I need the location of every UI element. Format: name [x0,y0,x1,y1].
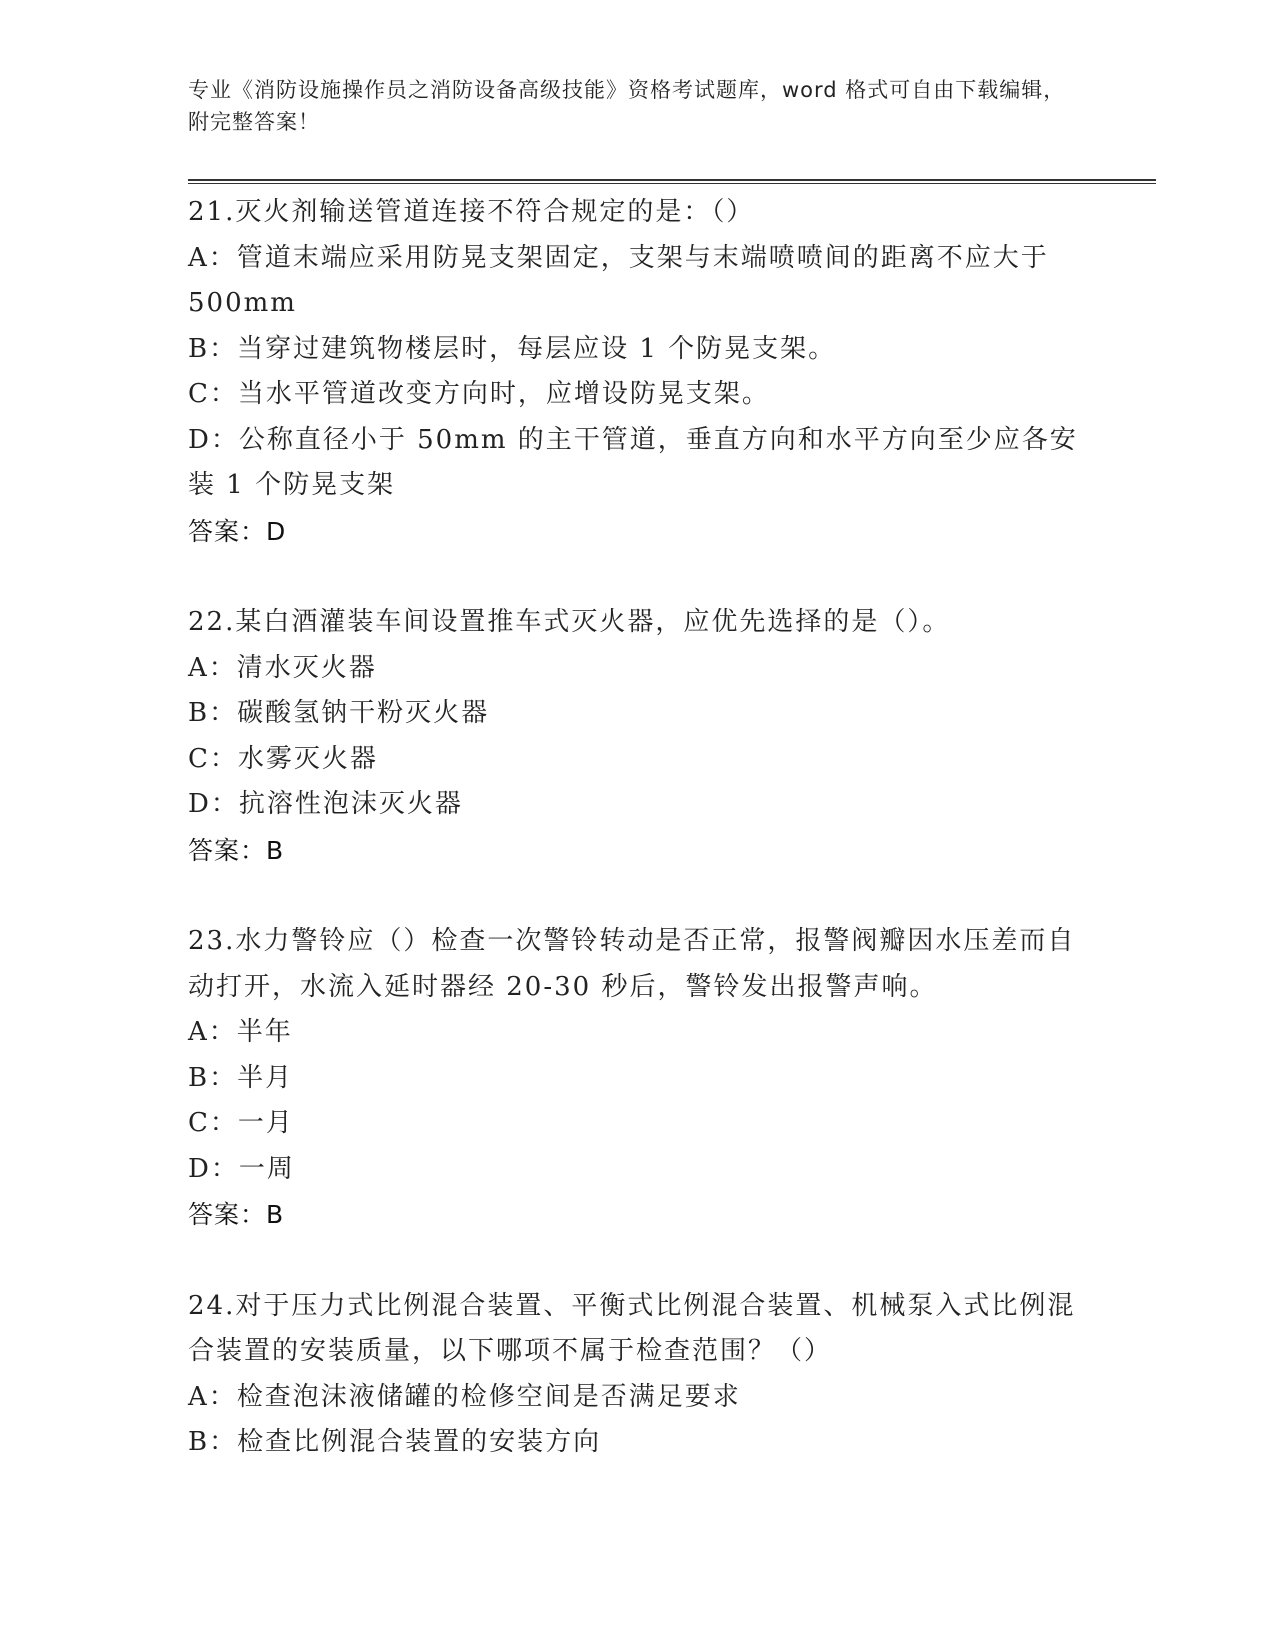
option-b: B：碳酸氢钠干粉灭火器 [188,698,490,728]
answer: 答案：B [188,1200,285,1229]
answer: 答案：B [188,835,285,865]
question-stem: 22.某白酒灌装车间设置推车式灭火器，应优先选择的是（）。 [188,607,951,637]
option-c: C：当水平管道改变方向时，应增设防晃支架。 [188,379,770,409]
option-b: B：当穿过建筑物楼层时，每层应设 1 个防晃支架。 [188,333,837,364]
option-a: A：半年 [188,1017,293,1047]
question-24 [188,1284,1088,1466]
option-d: D：一周 [188,1153,295,1184]
question-stem: 24.对于压力式比例混合装置、平衡式比例混合装置、机械泵入式比例混合装置的安装质量，以下哪项不属于检查范围？（） [188,1290,1076,1366]
header-divider-thick [188,179,1156,181]
question-22 [188,600,1088,873]
option-c: C：水雾灭火器 [188,743,378,774]
option-a: A：管道末端应采用防晃支架固定，支架与末端喷喷间的距离不应大于500mm [188,242,1049,318]
question-21 [188,190,1088,554]
answer: 答案：D [188,516,287,546]
question-stem: 23.水力警铃应（）检查一次警铃转动是否正常，报警阀瓣因水压差而自动打开，水流入延时器经 20-30 秒后，警铃发出报警声响。 [188,926,1076,1002]
option-b: B：半月 [188,1062,294,1093]
header-divider-thin [188,183,1156,184]
option-b: B：检查比例混合装置的安装方向 [188,1427,602,1457]
question-list [188,190,1088,1512]
document-header: 专业《消防设施操作员之消防设备高级技能》资格考试题库，word 格式可自由下载编辑，附完整答案！ [188,78,1066,134]
option-a: A：检查泡沫液储罐的检修空间是否满足要求 [188,1381,741,1412]
question-stem: 21.灭火剂输送管道连接不符合规定的是：（） [188,197,755,227]
option-d: D：抗溶性泡沫灭火器 [188,789,463,819]
option-a: A：清水灭火器 [188,652,377,683]
option-d: D：公称直径小于 50mm 的主干管道，垂直方向和水平方向至少应各安装 1 个防晃支架 [188,424,1078,500]
question-23 [188,919,1088,1238]
option-c: C：一月 [188,1108,294,1138]
